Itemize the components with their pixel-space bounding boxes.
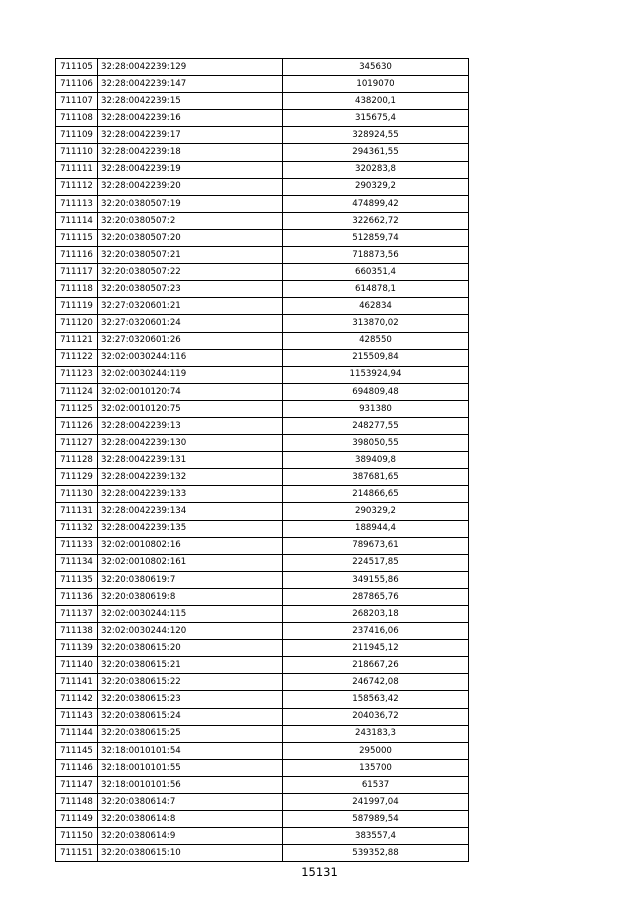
cadastral-number-cell: 32:28:0042239:18	[98, 144, 283, 161]
row-id-cell: 711142	[56, 691, 98, 708]
table-row	[56, 640, 469, 657]
row-id-cell: 711113	[56, 195, 98, 212]
cadastral-number-cell: 32:20:0380614:8	[98, 811, 283, 828]
value-cell: 204036,72	[283, 708, 469, 725]
table-row	[56, 247, 469, 264]
row-id-cell: 711138	[56, 623, 98, 640]
row-id-cell: 711132	[56, 520, 98, 537]
cadastral-number-cell: 32:28:0042239:135	[98, 520, 283, 537]
value-cell: 295000	[283, 742, 469, 759]
table-row	[56, 691, 469, 708]
row-id-cell: 711121	[56, 332, 98, 349]
table-row	[56, 725, 469, 742]
cadastral-number-cell: 32:27:0320601:21	[98, 298, 283, 315]
cadastral-number-cell: 32:20:0380507:23	[98, 281, 283, 298]
value-cell: 158563,42	[283, 691, 469, 708]
row-id-cell: 711126	[56, 417, 98, 434]
table-row	[56, 503, 469, 520]
table-row	[56, 366, 469, 383]
cadastral-number-cell: 32:20:0380619:7	[98, 571, 283, 588]
cadastral-number-cell: 32:02:0030244:120	[98, 623, 283, 640]
row-id-cell: 711130	[56, 486, 98, 503]
table-row	[56, 229, 469, 246]
table-row	[56, 212, 469, 229]
cadastral-number-cell: 32:27:0320601:24	[98, 315, 283, 332]
row-id-cell: 711133	[56, 537, 98, 554]
value-cell: 61537	[283, 776, 469, 793]
value-cell: 218667,26	[283, 657, 469, 674]
value-cell: 224517,85	[283, 554, 469, 571]
row-id-cell: 711136	[56, 588, 98, 605]
cadastral-number-cell: 32:28:0042239:133	[98, 486, 283, 503]
value-cell: 211945,12	[283, 640, 469, 657]
table-row	[56, 400, 469, 417]
row-id-cell: 711124	[56, 383, 98, 400]
table-row	[56, 845, 469, 862]
cadastral-number-cell: 32:28:0042239:13	[98, 417, 283, 434]
table-row	[56, 161, 469, 178]
value-cell: 345630	[283, 59, 469, 76]
table-row	[56, 657, 469, 674]
row-id-cell: 711149	[56, 811, 98, 828]
cadastral-number-cell: 32:20:0380614:7	[98, 794, 283, 811]
value-cell: 328924,55	[283, 127, 469, 144]
cadastral-number-cell: 32:28:0042239:17	[98, 127, 283, 144]
row-id-cell: 711108	[56, 110, 98, 127]
row-id-cell: 711118	[56, 281, 98, 298]
table-row	[56, 93, 469, 110]
table-body	[56, 59, 469, 862]
value-cell: 387681,65	[283, 469, 469, 486]
cadastral-number-cell: 32:02:0030244:116	[98, 349, 283, 366]
row-id-cell: 711143	[56, 708, 98, 725]
cadastral-number-cell: 32:02:0030244:115	[98, 606, 283, 623]
cadastral-number-cell: 32:20:0380615:22	[98, 674, 283, 691]
value-cell: 215509,84	[283, 349, 469, 366]
table-row	[56, 435, 469, 452]
row-id-cell: 711106	[56, 76, 98, 93]
row-id-cell: 711137	[56, 606, 98, 623]
value-cell: 438200,1	[283, 93, 469, 110]
table-row	[56, 828, 469, 845]
value-cell: 268203,18	[283, 606, 469, 623]
cadastral-number-cell: 32:20:0380507:22	[98, 264, 283, 281]
table-row	[56, 59, 469, 76]
cadastral-number-cell: 32:28:0042239:20	[98, 178, 283, 195]
row-id-cell: 711115	[56, 229, 98, 246]
row-id-cell: 711105	[56, 59, 98, 76]
cadastral-number-cell: 32:20:0380615:23	[98, 691, 283, 708]
table-row	[56, 776, 469, 793]
row-id-cell: 711109	[56, 127, 98, 144]
table-row	[56, 383, 469, 400]
cadastral-number-cell: 32:28:0042239:19	[98, 161, 283, 178]
cadastral-number-cell: 32:20:0380615:10	[98, 845, 283, 862]
cadastral-number-cell: 32:20:0380507:2	[98, 212, 283, 229]
row-id-cell: 711139	[56, 640, 98, 657]
table-row	[56, 537, 469, 554]
table-row	[56, 554, 469, 571]
row-id-cell: 711146	[56, 759, 98, 776]
value-cell: 512859,74	[283, 229, 469, 246]
value-cell: 241997,04	[283, 794, 469, 811]
value-cell: 660351,4	[283, 264, 469, 281]
cadastral-number-cell: 32:28:0042239:147	[98, 76, 283, 93]
cadastral-number-cell: 32:18:0010101:56	[98, 776, 283, 793]
table-row	[56, 315, 469, 332]
row-id-cell: 711120	[56, 315, 98, 332]
table-row	[56, 110, 469, 127]
cadastral-number-cell: 32:28:0042239:134	[98, 503, 283, 520]
cadastral-number-cell: 32:28:0042239:129	[98, 59, 283, 76]
cadastral-number-cell: 32:28:0042239:132	[98, 469, 283, 486]
row-id-cell: 711128	[56, 452, 98, 469]
table-row	[56, 417, 469, 434]
value-cell: 428550	[283, 332, 469, 349]
value-cell: 349155,86	[283, 571, 469, 588]
cadastral-number-cell: 32:20:0380507:21	[98, 247, 283, 264]
cadastral-number-cell: 32:20:0380619:8	[98, 588, 283, 605]
table-row	[56, 332, 469, 349]
cadastral-number-cell: 32:02:0010802:161	[98, 554, 283, 571]
row-id-cell: 711147	[56, 776, 98, 793]
table-row	[56, 178, 469, 195]
value-cell: 290329,2	[283, 178, 469, 195]
cadastral-number-cell: 32:20:0380615:21	[98, 657, 283, 674]
cadastral-number-cell: 32:02:0010120:74	[98, 383, 283, 400]
value-cell: 694809,48	[283, 383, 469, 400]
table-row	[56, 520, 469, 537]
value-cell: 398050,55	[283, 435, 469, 452]
value-cell: 313870,02	[283, 315, 469, 332]
row-id-cell: 711116	[56, 247, 98, 264]
table-row	[56, 811, 469, 828]
table-row	[56, 452, 469, 469]
cadastral-number-cell: 32:20:0380615:25	[98, 725, 283, 742]
row-id-cell: 711141	[56, 674, 98, 691]
cadastral-number-cell: 32:28:0042239:131	[98, 452, 283, 469]
row-id-cell: 711114	[56, 212, 98, 229]
value-cell: 237416,06	[283, 623, 469, 640]
table-row	[56, 759, 469, 776]
table-row	[56, 571, 469, 588]
cadastral-number-cell: 32:28:0042239:130	[98, 435, 283, 452]
cadastral-number-cell: 32:27:0320601:26	[98, 332, 283, 349]
table-row	[56, 588, 469, 605]
cadastral-number-cell: 32:02:0010802:16	[98, 537, 283, 554]
cadastral-number-cell: 32:28:0042239:16	[98, 110, 283, 127]
value-cell: 243183,3	[283, 725, 469, 742]
value-cell: 931380	[283, 400, 469, 417]
row-id-cell: 711135	[56, 571, 98, 588]
table-row	[56, 127, 469, 144]
row-id-cell: 711123	[56, 366, 98, 383]
table-row	[56, 281, 469, 298]
cadastral-number-cell: 32:20:0380614:9	[98, 828, 283, 845]
value-cell: 1019070	[283, 76, 469, 93]
value-cell: 539352,88	[283, 845, 469, 862]
page-number: 15131	[301, 865, 338, 879]
value-cell: 246742,08	[283, 674, 469, 691]
table-row	[56, 349, 469, 366]
table-row	[56, 298, 469, 315]
row-id-cell: 711111	[56, 161, 98, 178]
value-cell: 614878,1	[283, 281, 469, 298]
cadastral-number-cell: 32:18:0010101:55	[98, 759, 283, 776]
cadastral-number-cell: 32:02:0030244:119	[98, 366, 283, 383]
value-cell: 320283,8	[283, 161, 469, 178]
row-id-cell: 711119	[56, 298, 98, 315]
value-cell: 188944,4	[283, 520, 469, 537]
value-cell: 718873,56	[283, 247, 469, 264]
row-id-cell: 711144	[56, 725, 98, 742]
value-cell: 474899,42	[283, 195, 469, 212]
table-row	[56, 606, 469, 623]
value-cell: 789673,61	[283, 537, 469, 554]
cadastral-number-cell: 32:02:0010120:75	[98, 400, 283, 417]
value-cell: 1153924,94	[283, 366, 469, 383]
table-row	[56, 674, 469, 691]
value-cell: 315675,4	[283, 110, 469, 127]
data-table	[55, 58, 469, 862]
value-cell: 290329,2	[283, 503, 469, 520]
table-row	[56, 144, 469, 161]
cadastral-number-cell: 32:20:0380507:20	[98, 229, 283, 246]
cadastral-number-cell: 32:20:0380615:20	[98, 640, 283, 657]
table-row	[56, 469, 469, 486]
table-row	[56, 195, 469, 212]
row-id-cell: 711148	[56, 794, 98, 811]
row-id-cell: 711131	[56, 503, 98, 520]
value-cell: 322662,72	[283, 212, 469, 229]
row-id-cell: 711127	[56, 435, 98, 452]
value-cell: 389409,8	[283, 452, 469, 469]
table-row	[56, 794, 469, 811]
value-cell: 294361,55	[283, 144, 469, 161]
cadastral-number-cell: 32:20:0380507:19	[98, 195, 283, 212]
value-cell: 462834	[283, 298, 469, 315]
row-id-cell: 711134	[56, 554, 98, 571]
cadastral-number-cell: 32:20:0380615:24	[98, 708, 283, 725]
row-id-cell: 711140	[56, 657, 98, 674]
table-row	[56, 708, 469, 725]
table-row	[56, 264, 469, 281]
table-row	[56, 486, 469, 503]
row-id-cell: 711151	[56, 845, 98, 862]
value-cell: 135700	[283, 759, 469, 776]
value-cell: 383557,4	[283, 828, 469, 845]
row-id-cell: 711112	[56, 178, 98, 195]
row-id-cell: 711122	[56, 349, 98, 366]
cadastral-number-cell: 32:28:0042239:15	[98, 93, 283, 110]
row-id-cell: 711145	[56, 742, 98, 759]
row-id-cell: 711117	[56, 264, 98, 281]
cadastral-number-cell: 32:18:0010101:54	[98, 742, 283, 759]
table-row	[56, 742, 469, 759]
value-cell: 587989,54	[283, 811, 469, 828]
row-id-cell: 711110	[56, 144, 98, 161]
row-id-cell: 711107	[56, 93, 98, 110]
row-id-cell: 711125	[56, 400, 98, 417]
table-row	[56, 76, 469, 93]
value-cell: 287865,76	[283, 588, 469, 605]
row-id-cell: 711150	[56, 828, 98, 845]
value-cell: 248277,55	[283, 417, 469, 434]
value-cell: 214866,65	[283, 486, 469, 503]
row-id-cell: 711129	[56, 469, 98, 486]
table-row	[56, 623, 469, 640]
